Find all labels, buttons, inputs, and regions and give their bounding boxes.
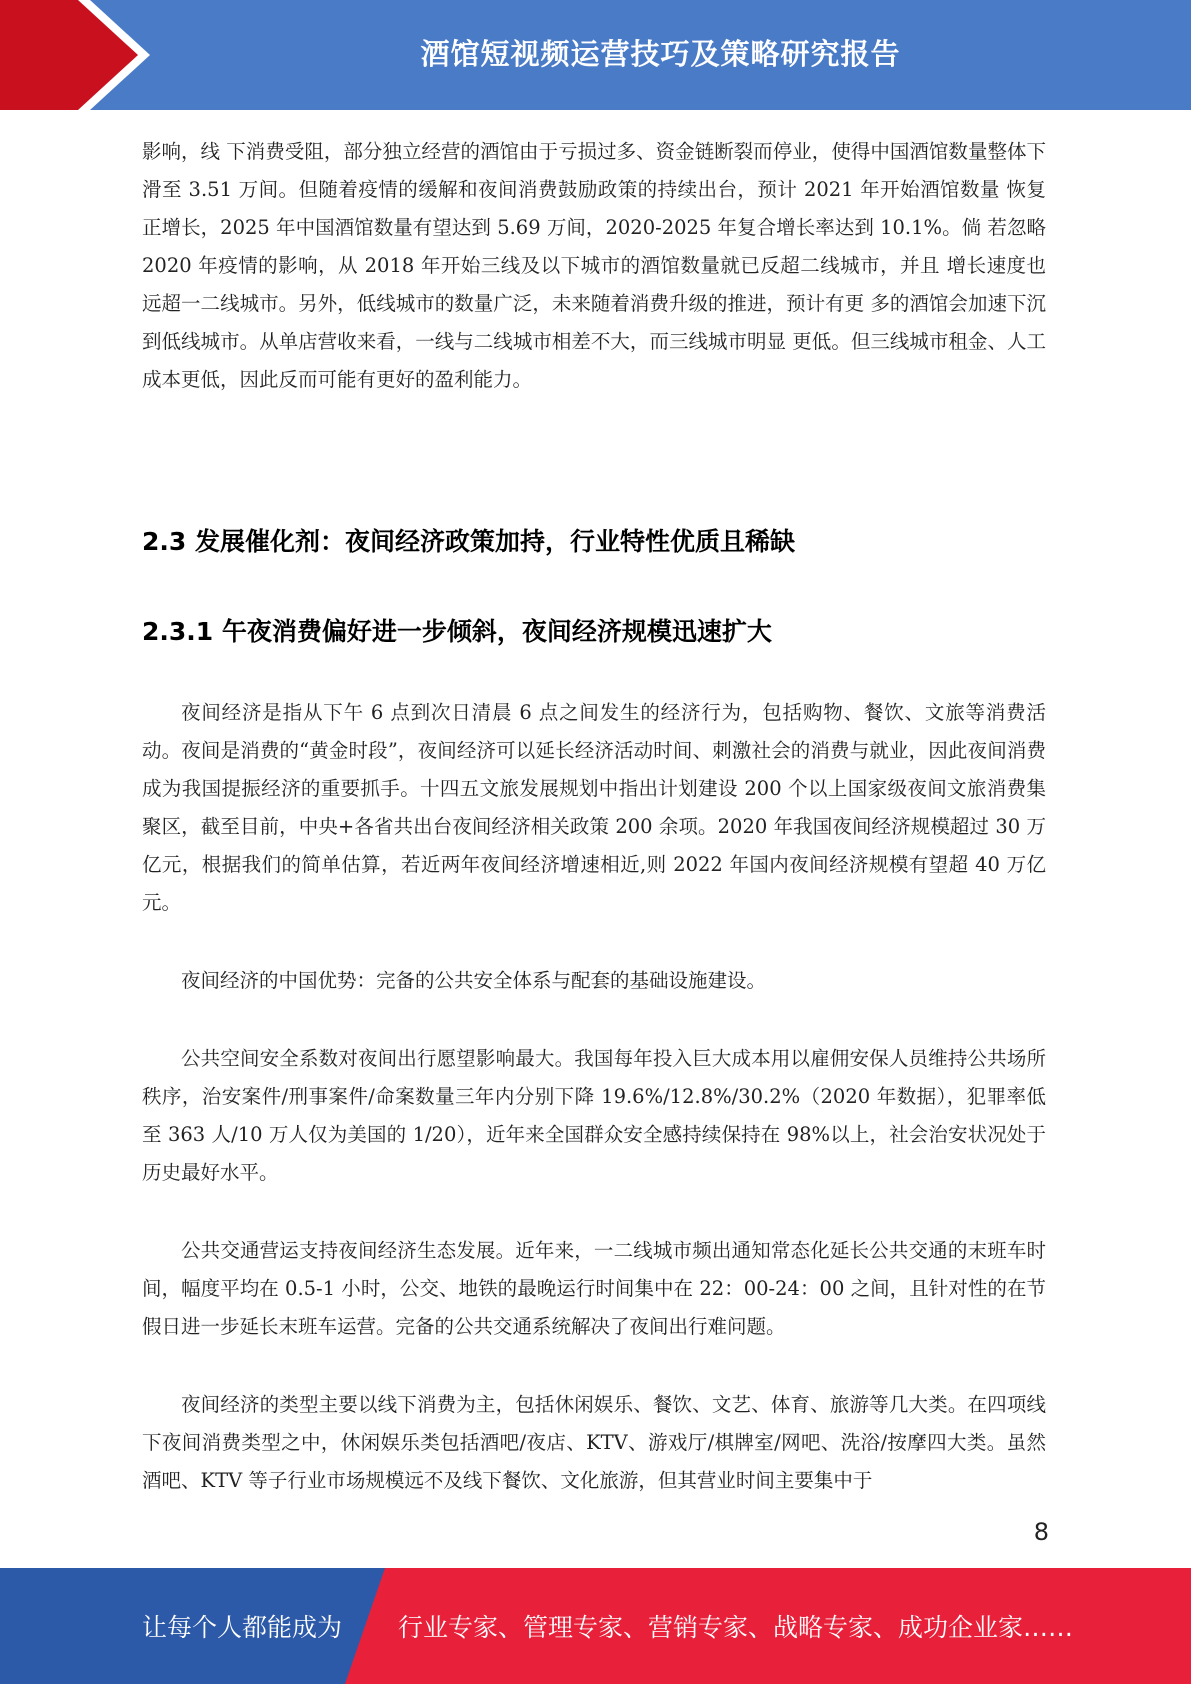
- footer-slogan: 让每个人都能成为: [142, 1613, 343, 1642]
- paragraph: 夜间经济是指从下午 6 点到次日清晨 6 点之间发生的经济行为，包括购物、餐饮、文旅等消费活动。夜间是消费的“黄金时段”，夜间经济可以延长经济活动时间、刺激社会的消费与就业，因此夜间消费成为我国提振经济的重要抓手。十四五文旅发展规划中指出计划建设 200 个以上国家级夜间文旅消费集聚区，截至目前，中央+各省共出台夜间经济相关政策 200 余项。2020 年我国夜间经济规模超过 30 万亿元，根据我们的简单估算，若近两年夜间经济增速相近,则 2022 年国内夜间经济规模有望超 40 万亿元。: [142, 701, 1046, 914]
- paragraph: 影响，线 下消费受阻，部分独立经营的酒馆由于亏损过多、资金链断裂而停业，使得中国酒馆数量整体下 滑至 3.51 万间。但随着疫情的缓解和夜间消费鼓励政策的持续出台，预计 2021 年开始酒馆数量 恢复正增长，2025 年中国酒馆数量有望达到 5.69 万间，2020-2025 年复合增长率达到 10.1%。倘 若忽略 2020 年疫情的影响，从 2018 年开始三线及以下城市的酒馆数量就已反超二线城市，并且 增长速度也远超一二线城市。另外，低线城市的数量广泛，未来随着消费升级的推进，预计有更 多的酒馆会加速下沉到低线城市。从单店营收来看，一线与二线城市相差不大，而三线城市明显 更低。但三线城市租金、人工成本更低，因此反而可能有更好的盈利能力。: [142, 140, 1046, 391]
- paragraph: 公共空间安全系数对夜间出行愿望影响最大。我国每年投入巨大成本用以雇佣安保人员维持公共场所秩序，治安案件/刑事案件/命案数量三年内分别下降 19.6%/12.8%/30.2%（2020 年数据），犯罪率低至 363 人/10 万人仅为美国的 1/20），近年来全国群众安全感持续保持在 98%以上，社会治安状况处于历史最好水平。: [142, 1047, 1046, 1184]
- paragraph: 公共交通营运支持夜间经济生态发展。近年来，一二线城市频出通知常态化延长公共交通的末班车时间，幅度平均在 0.5-1 小时，公交、地铁的最晚运行时间集中在 22：00-24：00 之间，且针对性的在节假日进一步延长末班车运营。完备的公共交通系统解决了夜间出行难问题。: [142, 1239, 1046, 1338]
- page-number: 8: [1033, 1518, 1049, 1546]
- page-header: [0, 0, 1191, 110]
- header-arrow-graphic: [0, 0, 160, 110]
- subsection-heading: 2.3.1 午夜消费偏好进一步倾斜，夜间经济规模迅速扩大: [142, 617, 772, 646]
- report-title: 酒馆短视频运营技巧及策略研究报告: [420, 36, 901, 71]
- page-footer: [0, 1568, 1191, 1684]
- paragraph: 夜间经济的中国优势：完备的公共安全体系与配套的基础设施建设。: [181, 969, 767, 992]
- section-heading: 2.3 发展催化剂：夜间经济政策加持，行业特性优质且稀缺: [142, 527, 795, 556]
- footer-roles: 行业专家、管理专家、营销专家、战略专家、成功企业家……: [398, 1613, 1074, 1642]
- intro-text-block: [142, 133, 1046, 399]
- paragraph: 夜间经济的类型主要以线下消费为主，包括休闲娱乐、餐饮、文艺、体育、旅游等几大类。在四项线下夜间消费类型之中，休闲娱乐类包括酒吧/夜店、KTV、游戏厅/棋牌室/网吧、洗浴/按摩四大类。虽然酒吧、KTV 等子行业市场规模远不及线下餐饮、文化旅游，但其营业时间主要集中于: [142, 1393, 1046, 1492]
- body-text-block: [142, 694, 1046, 1500]
